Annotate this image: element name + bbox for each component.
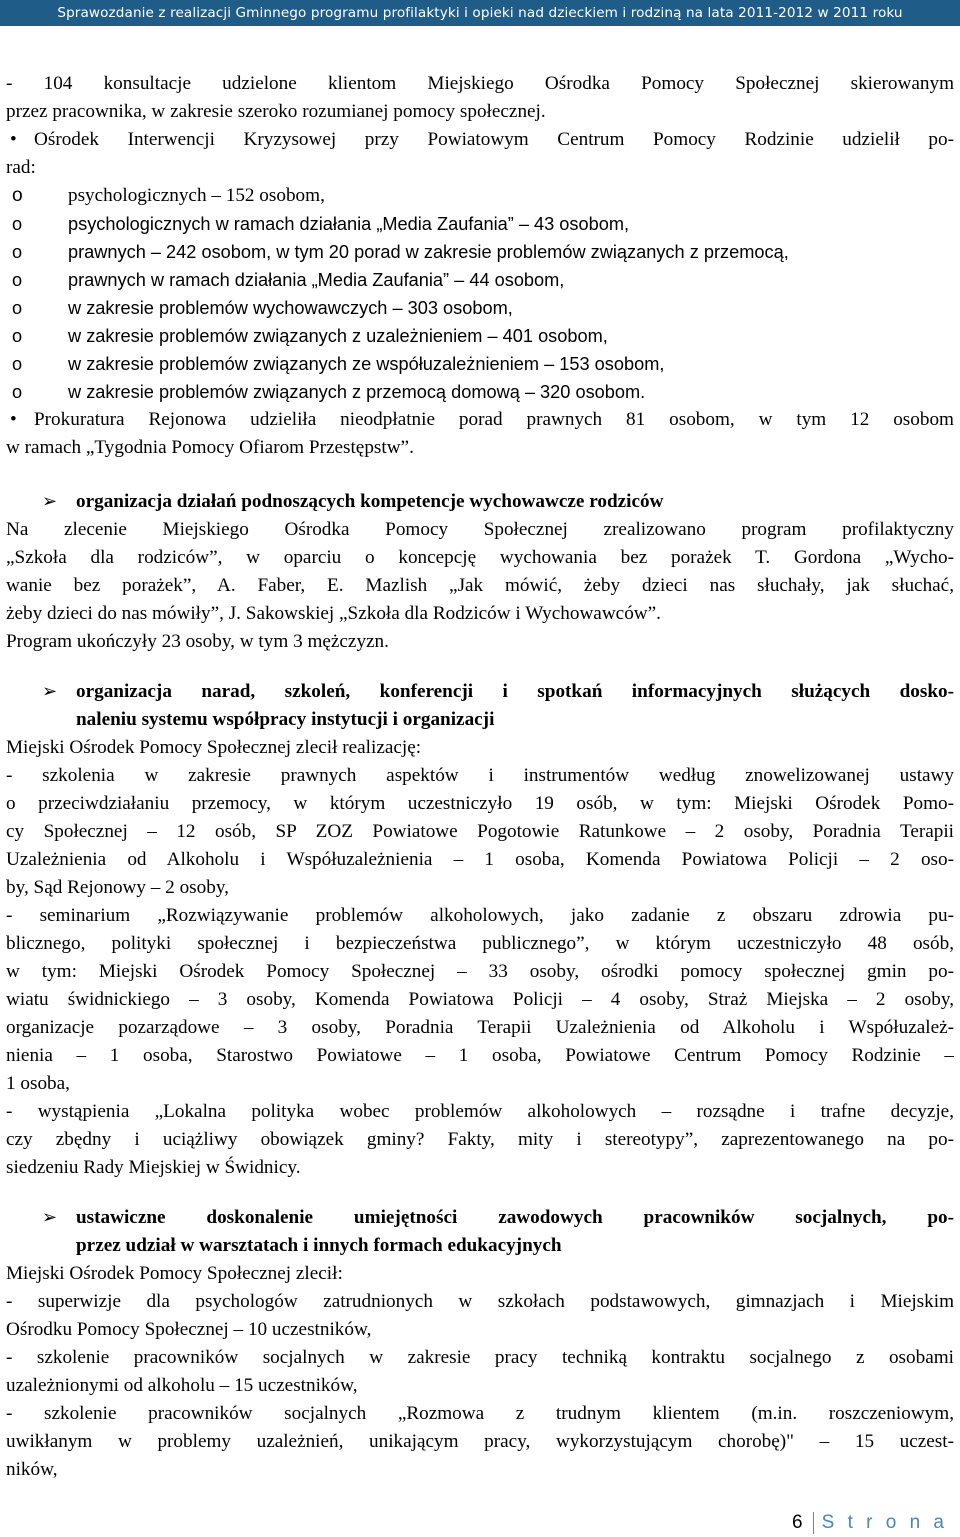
- list-item: o psychologicznych – 152 osobom,: [6, 182, 954, 210]
- circle-bullet-icon: o: [12, 185, 23, 206]
- list-item: o prawnych w ramach działania „Media Zaufania” – 44 osobom,: [6, 266, 954, 294]
- paragraph-line: Miejski Ośrodek Pomocy Społecznej zlecił realizację:: [6, 737, 422, 758]
- paragraph-line: Uzależnienia od Alkoholu i Współuzależnienia – 1 osoba, Komenda Powiatowa Policji – 2 oso-: [6, 849, 954, 870]
- list-item: o w zakresie problemów związanych z uzależnieniem – 401 osobom,: [6, 322, 954, 350]
- footer-divider: [813, 1512, 814, 1534]
- circle-bullet-icon: o: [12, 326, 23, 346]
- page-number: 6: [792, 1512, 803, 1533]
- arrow-bullet-icon: ➢: [42, 1207, 58, 1228]
- paragraph-line: 1 osoba,: [6, 1073, 70, 1094]
- paragraph-line: w tym: Miejski Ośrodek Pomocy Społecznej – 33 osoby, ośrodki pomocy społecznej gmin po-: [6, 961, 954, 982]
- section-heading: ➢ ustawiczne doskonalenie umiejętności zawodowych pracowników socjalnych, po-: [6, 1204, 954, 1232]
- paragraph-line: by, Sąd Rejonowy – 2 osoby,: [6, 877, 229, 898]
- paragraph-line: cy Społecznej – 12 osób, SP ZOZ Powiatowe Pogotowie Ratunkowe – 2 osoby, Poradnia Terapii: [6, 821, 954, 842]
- circle-bullet-icon: o: [12, 354, 23, 374]
- paragraph-line: nienia – 1 osoba, Starostwo Powiatowe – 1 osoba, Powiatowe Centrum Pomocy Rodzinie –: [6, 1045, 954, 1066]
- paragraph-line: - szkolenie pracowników socjalnych w zakresie pracy techniką kontraktu socjalnego z osobami: [6, 1347, 954, 1368]
- paragraph-line: wiatu świdnickiego – 3 osoby, Komenda Powiatowa Policji – 4 osoby, Straż Miejska – 2 osoby,: [6, 989, 954, 1010]
- bullet-item: • Ośrodek Interwencji Kryzysowej przy Powiatowym Centrum Pomocy Rodzinie udzielił po-: [6, 126, 954, 154]
- document-body: [6, 70, 954, 1484]
- circle-bullet-icon: o: [12, 382, 23, 402]
- paragraph-line: Program ukończyły 23 osoby, w tym 3 mężczyzn.: [6, 631, 389, 652]
- page-footer: [0, 1509, 948, 1533]
- paragraph-line: Na zlecenie Miejskiego Ośrodka Pomocy Społecznej zrealizowano program profilaktyczny: [6, 519, 954, 540]
- header-title: Sprawozdanie z realizacji Gminnego programu profilaktyki i opieki nad dzieckiem i rodziną na lata 2011-2012 w 2011 roku: [57, 5, 903, 21]
- page-header: [0, 0, 960, 26]
- paragraph-line: - wystąpienia „Lokalna polityka wobec problemów alkoholowych – rozsądne i trafne decyzje,: [6, 1101, 954, 1122]
- list-item: o w zakresie problemów związanych z przemocą domową – 320 osobom.: [6, 378, 954, 406]
- bullet-icon: •: [10, 129, 17, 150]
- paragraph-line: siedzeniu Rady Miejskiej w Świdnicy.: [6, 1157, 301, 1178]
- paragraph-line: uzależnionymi od alkoholu – 15 uczestników,: [6, 1375, 358, 1396]
- arrow-bullet-icon: ➢: [42, 491, 58, 512]
- paragraph-line: żeby dzieci do nas mówiły”, J. Sakowskiej „Szkoła dla Rodziców i Wychowawców”.: [6, 603, 661, 624]
- list-item: o prawnych – 242 osobom, w tym 20 porad w zakresie problemów związanych z przemocą,: [6, 238, 954, 266]
- bullet-item: • Prokuratura Rejonowa udzieliła nieodpłatnie porad prawnych 81 osobom, w tym 12 osobom: [6, 406, 954, 434]
- paragraph-line: organizacje pozarządowe – 3 osoby, Poradnia Terapii Uzależnienia od Alkoholu i Współuzależ-: [6, 1017, 954, 1038]
- paragraph-line: czy zbędny i uciążliwy obowiązek gminy? Fakty, mity i stereotypy”, zaprezentowanego na po-: [6, 1129, 954, 1150]
- paragraph-line: wanie bez porażek”, A. Faber, E. Mazlish „Jak mówić, żeby dzieci nas słuchały, jak słuchać,: [6, 575, 954, 596]
- paragraph-line: o przeciwdziałaniu przemocy, w którym uczestniczyło 19 osób, w tym: Miejski Ośrodek Pomo-: [6, 793, 954, 814]
- bullet-icon: •: [10, 409, 17, 430]
- intro-line: - 104 konsultacje udzielone klientom Miejskiego Ośrodka Pomocy Społecznej skierowanym: [6, 73, 954, 94]
- paragraph-line: „Szkoła dla rodziców”, w oparciu o koncepcję wychowania bez porażek T. Gordona „Wycho-: [6, 547, 954, 568]
- intro-line: przez pracownika, w zakresie szeroko rozumianej pomocy społecznej.: [6, 101, 546, 122]
- section-heading-continuation: naleniu systemu współpracy instytucji i organizacji: [76, 709, 495, 730]
- paragraph-line: Ośrodku Pomocy Społecznej – 10 uczestników,: [6, 1319, 372, 1340]
- circle-bullet-icon: o: [12, 270, 23, 290]
- section-heading-continuation: przez udział w warsztatach i innych formach edukacyjnych: [76, 1235, 562, 1256]
- circle-bullet-icon: o: [12, 298, 23, 318]
- paragraph-line: - superwizje dla psychologów zatrudnionych w szkołach podstawowych, gimnazjach i Miejskim: [6, 1291, 954, 1312]
- section-heading: ➢ organizacja narad, szkoleń, konferencji i spotkań informacyjnych służących dosko-: [6, 678, 954, 706]
- circle-bullet-icon: o: [12, 242, 23, 262]
- paragraph-line: Miejski Ośrodek Pomocy Społecznej zlecił:: [6, 1263, 343, 1284]
- page-label: S t r o n a: [821, 1512, 948, 1533]
- section-heading: ➢ organizacja działań podnoszących kompetencje wychowawcze rodziców: [6, 488, 954, 516]
- paragraph-line: - szkolenie pracowników socjalnych „Rozmowa z trudnym klientem (m.in. roszczeniowym,: [6, 1403, 954, 1424]
- circle-bullet-icon: o: [12, 214, 23, 234]
- paragraph-line: blicznego, polityki społecznej i bezpieczeństwa publicznego”, w którym uczestniczyło 48 osób,: [6, 933, 954, 954]
- bullet-continuation: w ramach „Tygodnia Pomocy Ofiarom Przestępstw”.: [6, 437, 414, 458]
- paragraph-line: - szkolenia w zakresie prawnych aspektów i instrumentów według znowelizowanej ustawy: [6, 765, 954, 786]
- arrow-bullet-icon: ➢: [42, 681, 58, 702]
- list-item: o w zakresie problemów wychowawczych – 303 osobom,: [6, 294, 954, 322]
- bullet-continuation: rad:: [6, 157, 36, 178]
- paragraph-line: uwikłanym w problemy uzależnień, unikającym pracy, wykorzystującym chorobę)" – 15 uczest-: [6, 1431, 954, 1452]
- paragraph-line: ników,: [6, 1459, 58, 1480]
- paragraph-line: - seminarium „Rozwiązywanie problemów alkoholowych, jako zadanie z obszaru zdrowia pu-: [6, 905, 954, 926]
- list-item: o w zakresie problemów związanych ze współuzależnieniem – 153 osobom,: [6, 350, 954, 378]
- list-item: o psychologicznych w ramach działania „Media Zaufania” – 43 osobom,: [6, 210, 954, 238]
